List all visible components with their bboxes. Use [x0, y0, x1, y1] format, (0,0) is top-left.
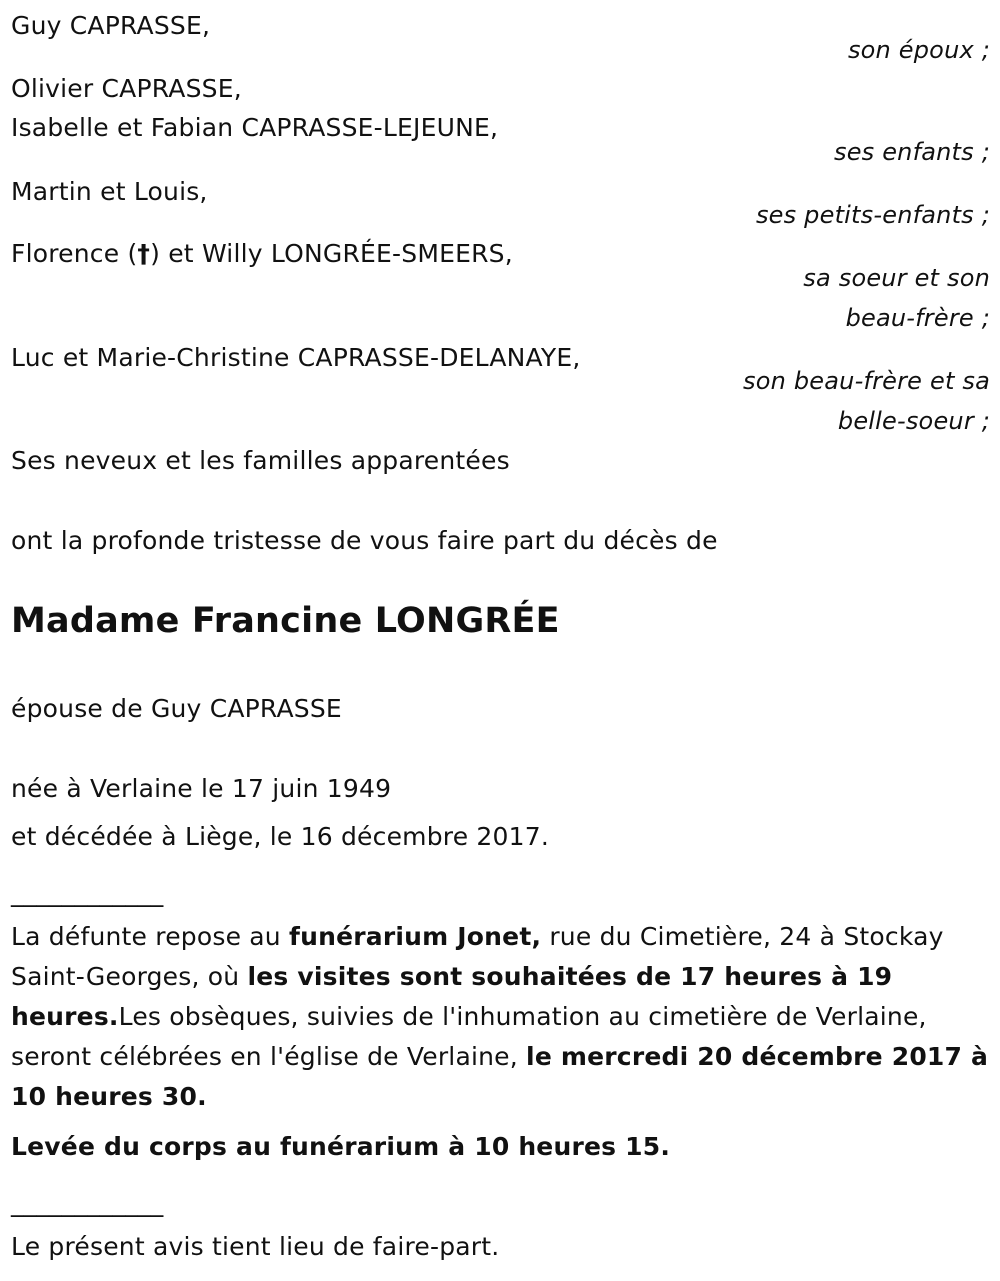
spouse-line: épouse de Guy CAPRASSE — [11, 694, 342, 723]
deceased-name: Madame Francine LONGRÉE — [11, 601, 560, 641]
funeral-text-3: Les obsèques, suivies de l'inhumation au cimetière de Verlaine, seront célébrées en l'église de Verlaine, — [11, 1002, 927, 1071]
sister-role-line2: beau-frère ; — [845, 304, 990, 332]
in-laws-role-line1: son beau-frère et sa — [743, 367, 990, 395]
other-relatives: Ses neveux et les familles apparentées — [11, 446, 510, 475]
funeral-text-1: La défunte repose au — [11, 922, 290, 951]
grandchildren-names: Martin et Louis, — [11, 177, 208, 206]
levee-du-corps: Levée du corps au funérarium à 10 heures 15. — [11, 1132, 671, 1161]
funeral-details — [11, 917, 991, 1117]
separator-1: ____________ — [11, 878, 164, 907]
in-laws-names: Luc et Marie-Christine CAPRASSE-DELANAYE, — [11, 343, 581, 372]
grandchildren-role: ses petits-enfants ; — [755, 201, 990, 229]
child-name-2: Isabelle et Fabian CAPRASSE-LEJEUNE, — [11, 113, 499, 142]
children-role: ses enfants ; — [834, 138, 990, 166]
child-name-1: Olivier CAPRASSE, — [11, 74, 242, 103]
separator-2: ____________ — [11, 1188, 164, 1217]
footer-note: Le présent avis tient lieu de faire-part. — [11, 1232, 500, 1261]
visiting-hours: les visites sont souhaitées de 17 heures à 19 heures. — [11, 962, 893, 1031]
sister-role-line1: sa soeur et son — [803, 264, 990, 292]
sister-name-before: Florence ( — [11, 239, 138, 268]
announcement-text: ont la profonde tristesse de vous faire part du décès de — [11, 526, 718, 555]
birth-line: née à Verlaine le 17 juin 1949 — [11, 774, 392, 803]
death-line: et décédée à Liège, le 16 décembre 2017. — [11, 822, 550, 851]
cross-icon: † — [137, 239, 151, 268]
husband-name: Guy CAPRASSE, — [11, 11, 211, 40]
funeral-home-name: funérarium Jonet, — [289, 922, 542, 951]
sister-names — [11, 239, 513, 269]
sister-name-after: ) et Willy LONGRÉE-SMEERS, — [150, 239, 513, 268]
husband-role: son époux ; — [847, 36, 990, 64]
funeral-text-2: rue du Cimetière, 24 à Stockay Saint-Georges, où — [11, 922, 944, 991]
ceremony-date: le mercredi 20 décembre 2017 à 10 heures 30. — [11, 1042, 989, 1111]
in-laws-role-line2: belle-soeur ; — [837, 407, 990, 435]
